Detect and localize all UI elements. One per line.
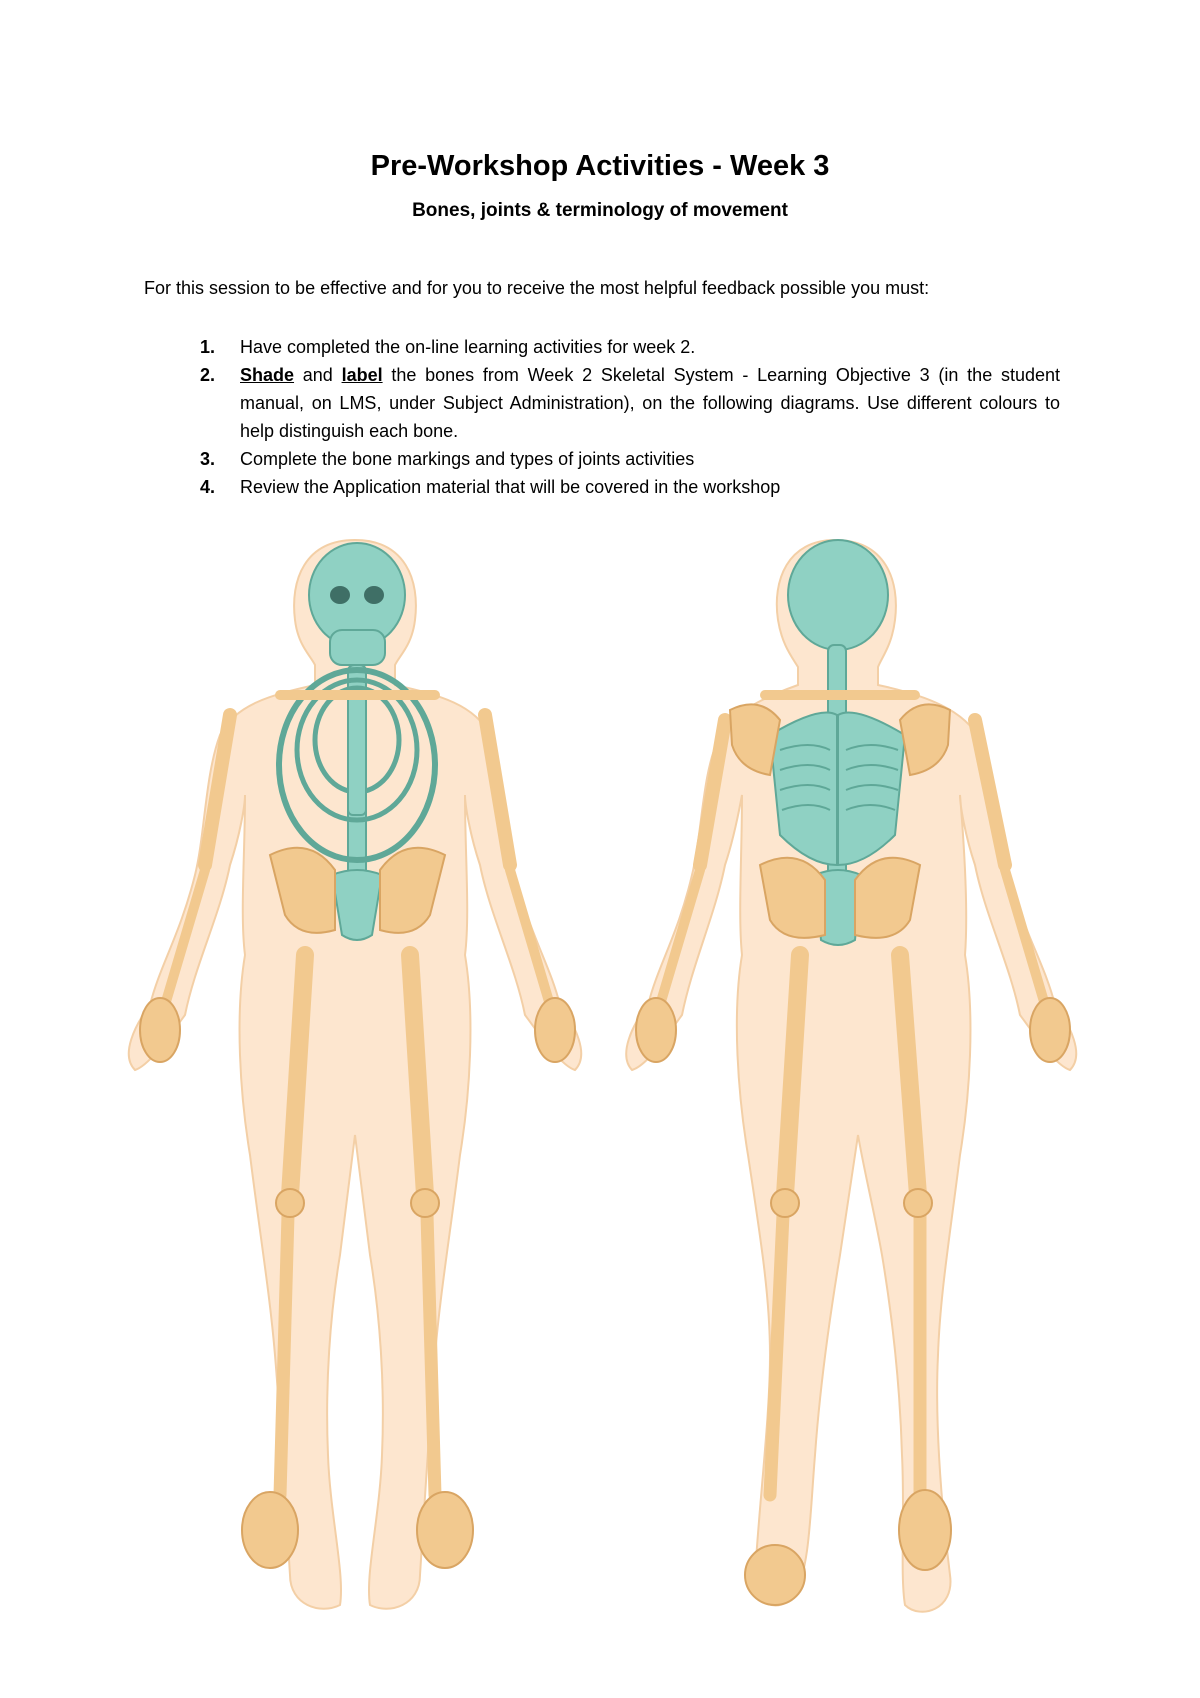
item-number: 4. (200, 477, 216, 497)
item-number: 1. (200, 337, 216, 357)
item-text: Review the Application material that will be covered in the workshop (240, 477, 781, 497)
intro-text: For this session to be effective and for you to receive the most helpful feedback possible you must: (144, 278, 930, 298)
list-item (200, 361, 1060, 445)
item-text: Complete the bone markings and types of joints activities (240, 449, 695, 469)
list-item (200, 445, 1060, 473)
label-keyword: label (341, 365, 383, 385)
skeleton-posterior-figure (620, 535, 1090, 1645)
item-text-and: and (294, 365, 342, 385)
item-text: Have completed the on-line learning activities for week 2. (240, 337, 696, 357)
page-title: Pre-Workshop Activities - Week 3 (370, 150, 830, 182)
instruction-list (200, 333, 1060, 501)
page-subtitle: Bones, joints & terminology of movement (412, 200, 788, 221)
skeleton-anterior-figure (120, 535, 590, 1645)
item-text: the bones from Week 2 Skeletal System - Learning Objective 3 (in the student manual, on LMS, under Subject Administration), on the following diagrams. Use different colours to help distinguish each bone. (240, 365, 1060, 441)
item-number: 3. (200, 449, 216, 469)
list-item (200, 333, 1060, 361)
list-item (200, 473, 1060, 501)
item-number: 2. (200, 365, 216, 385)
skeleton-anterior-view (120, 535, 590, 1645)
skeleton-posterior-view (620, 535, 1090, 1645)
shade-keyword: Shade (240, 365, 295, 385)
